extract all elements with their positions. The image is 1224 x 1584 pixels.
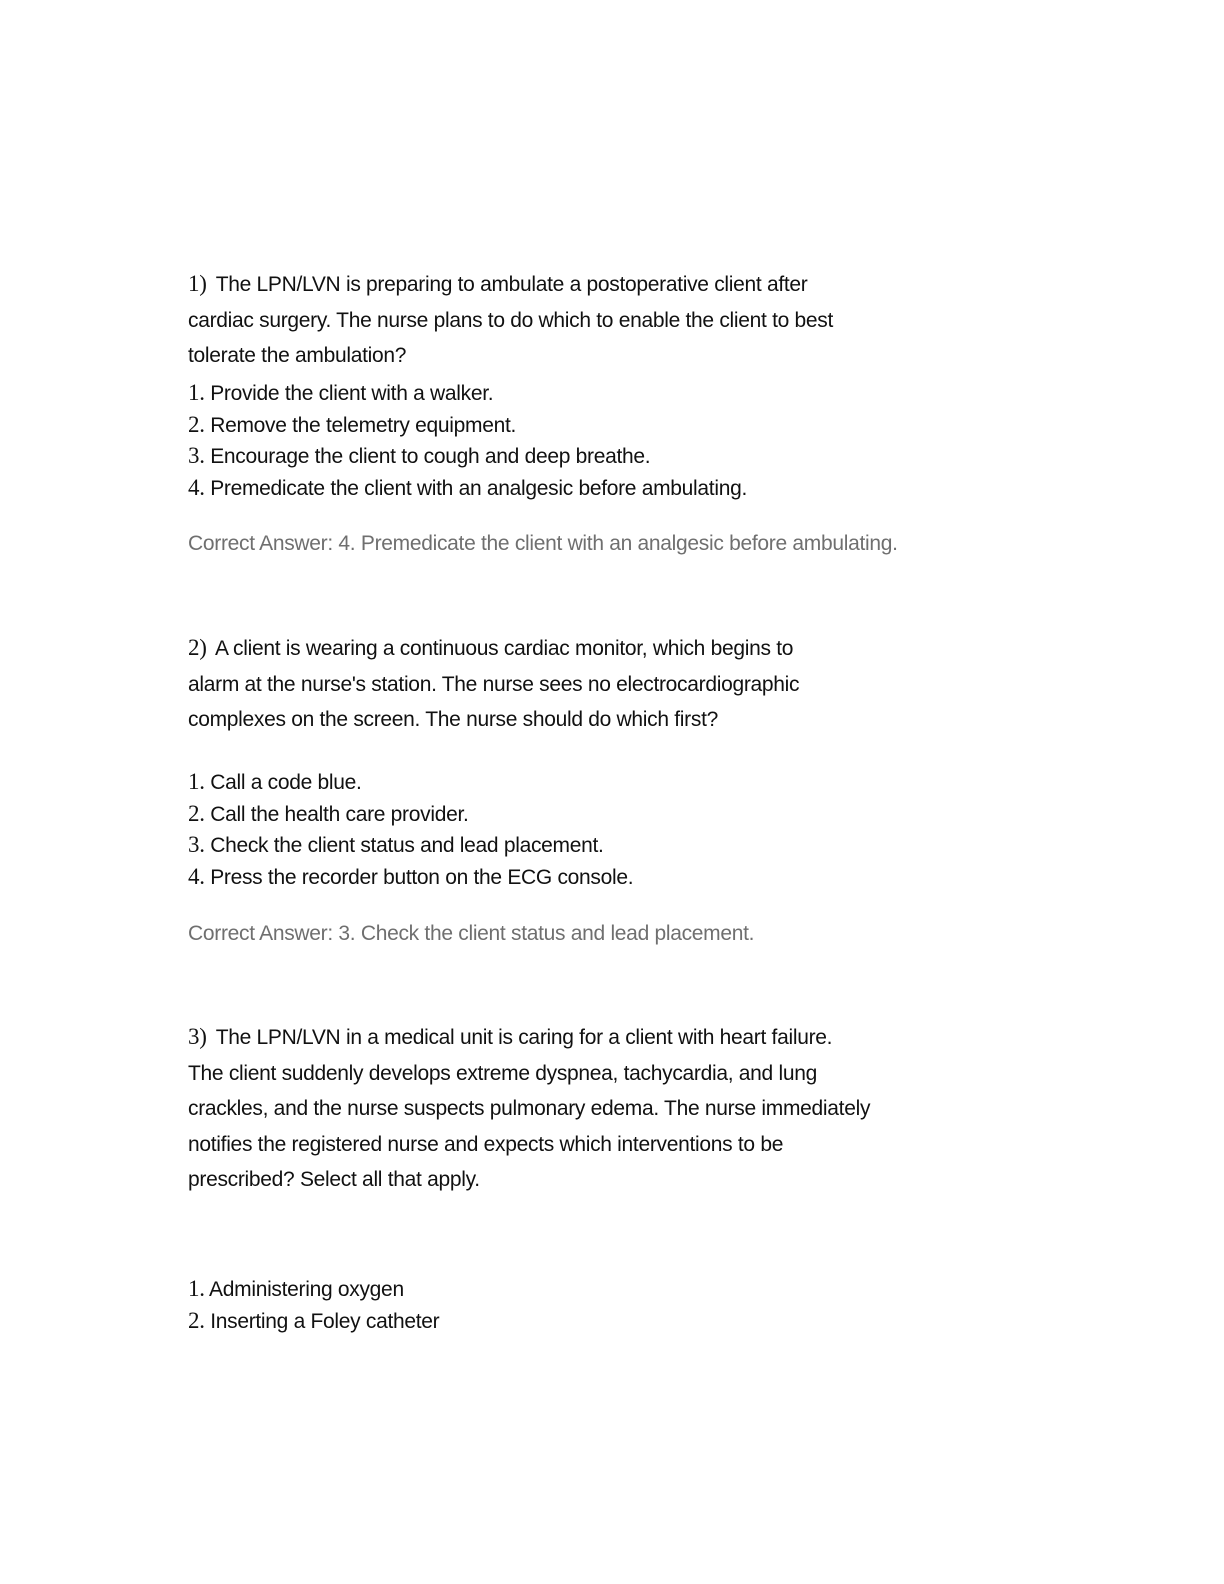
option-number: 2. (188, 800, 205, 826)
question-2-correct-answer: Correct Answer: 3. Check the client status and lead placement. (188, 922, 755, 945)
option-number: 2. (188, 1307, 205, 1333)
question-3-options (188, 1274, 988, 1337)
question-2 (188, 630, 988, 738)
option-number: 3. (188, 443, 205, 468)
question-2-stem-line-2: alarm at the nurse's station. The nurse sees no electrocardiographic (188, 672, 800, 696)
question-1-option-3 (188, 441, 988, 473)
question-3-stem-line-3: crackles, and the nurse suspects pulmonary edema. The nurse immediately (188, 1097, 871, 1120)
option-text: Provide the client with a walker. (210, 382, 494, 405)
question-2-option-3 (188, 830, 988, 862)
option-number: 1. (188, 769, 205, 794)
question-2-stem (188, 630, 988, 738)
question-3 (188, 1019, 988, 1198)
question-3-stem (188, 1019, 988, 1198)
question-3-option-2 (188, 1306, 988, 1338)
option-text: Remove the telemetry equipment. (210, 413, 517, 437)
question-3-number: 3) (188, 1024, 207, 1049)
question-1-options (188, 378, 988, 504)
option-number: 3. (188, 832, 205, 857)
question-1 (188, 266, 988, 374)
option-number: 4. (188, 474, 205, 500)
question-1-option-4 (188, 473, 988, 505)
question-1-stem-line-1: The LPN/LVN is preparing to ambulate a postoperative client after (215, 273, 808, 296)
question-1-stem (188, 266, 988, 374)
option-text: Premedicate the client with an analgesic before ambulating. (210, 476, 747, 500)
question-2-option-1 (188, 767, 988, 799)
question-1-option-2 (188, 410, 988, 442)
question-2-stem-line-3: complexes on the screen. The nurse should do which first? (188, 708, 718, 731)
question-2-option-2 (188, 799, 988, 831)
question-2-number: 2) (188, 635, 207, 660)
question-1-option-1 (188, 378, 988, 410)
question-1-stem-line-2: cardiac surgery. The nurse plans to do which to enable the client to best (188, 308, 834, 332)
option-text: Call a code blue. (210, 771, 362, 794)
option-number: 1. (188, 1276, 205, 1301)
question-1-correct-answer: Correct Answer: 4. Premedicate the client with an analgesic before ambulating. (188, 532, 898, 555)
option-text: Call the health care provider. (210, 802, 469, 826)
question-3-stem-line-1: The LPN/LVN in a medical unit is caring for a client with heart failure. (215, 1026, 833, 1049)
question-3-stem-line-2: The client suddenly develops extreme dyspnea, tachycardia, and lung (188, 1061, 817, 1085)
question-1-number: 1) (188, 271, 207, 296)
question-2-options (188, 767, 988, 893)
question-2-stem-line-1: A client is wearing a continuous cardiac monitor, which begins to (214, 637, 794, 660)
option-text: Press the recorder button on the ECG console. (210, 865, 634, 889)
question-3-option-1 (188, 1274, 988, 1306)
question-2-option-4 (188, 862, 988, 894)
option-text: Inserting a Foley catheter (210, 1309, 440, 1333)
option-text: Check the client status and lead placement. (210, 834, 604, 857)
question-3-stem-line-4: notifies the registered nurse and expects which interventions to be (188, 1132, 784, 1156)
option-text: Encourage the client to cough and deep breathe. (210, 445, 651, 468)
option-text: Administering oxygen (209, 1278, 404, 1301)
option-number: 2. (188, 411, 205, 437)
question-1-stem-line-3: tolerate the ambulation? (188, 344, 407, 367)
question-3-stem-line-5: prescribed? Select all that apply. (188, 1168, 480, 1191)
option-number: 1. (188, 380, 205, 405)
option-number: 4. (188, 863, 205, 889)
